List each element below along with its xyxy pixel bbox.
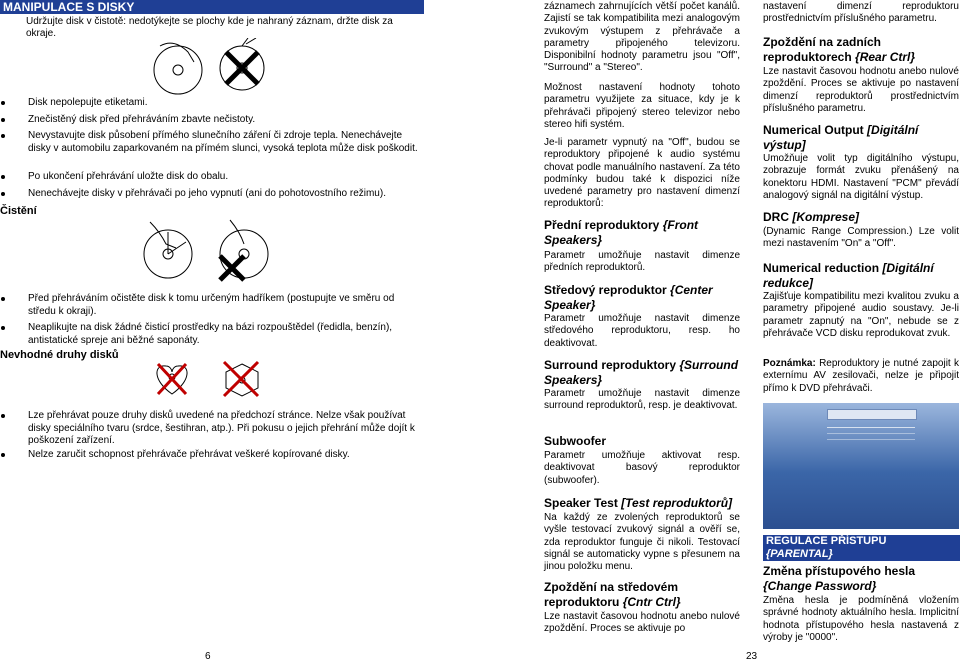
unsuitable-bullet-2: Nelze zaručit schopnost přehrávače přehrávat veškeré kopírované disky. bbox=[28, 449, 418, 462]
handling-bullet-2: Znečistěný disk před přehráváním zbavte nečistoty. bbox=[28, 114, 418, 127]
right-p0: nastavení dimenzí reproduktoru prostřednictvím příslušného parametru. bbox=[763, 1, 959, 25]
surround-speakers-text: Parametr umožňuje nastavit dimenze surround reproduktorů, resp. je deaktivovat. bbox=[544, 388, 740, 412]
disk-handling-illustration bbox=[150, 38, 280, 98]
subwoofer-heading: Subwoofer bbox=[544, 434, 606, 448]
drc-heading: DRC [Komprese] bbox=[763, 210, 860, 224]
rear-ctrl-heading: Zpoždění na zadních reproduktorech {Rear Ctrl} bbox=[763, 35, 916, 64]
center-speaker-heading: Středový reproduktor {Center Speaker} bbox=[544, 283, 713, 312]
rear-ctrl-text: Lze nastavit časovou hodnotu anebo nulové zpoždění. Proces se aktivuje po nastavení dimenzí reproduktorů prostřednictvím příslušného parametru. bbox=[763, 66, 959, 114]
numerical-output-heading: Numerical Output [Digitální výstup] bbox=[763, 123, 919, 152]
cleaning-title: Čistění bbox=[0, 205, 37, 217]
menu-divider bbox=[827, 439, 915, 440]
menu-divider bbox=[827, 427, 915, 428]
cleaning-bullet-2: Neaplikujte na disk žádné čisticí prostředky na bázi rozpouštědel (ředidla, benzín), antistatické spreje ani běžné saponáty. bbox=[28, 322, 418, 347]
subwoofer-text: Parametr umožňuje aktivovat resp. deaktivovat basový reproduktor (subwoofer). bbox=[544, 450, 740, 486]
page-number-right: 23 bbox=[746, 651, 758, 662]
menu-screenshot bbox=[763, 403, 959, 529]
numerical-reduction-text: Zajišťuje kompatibilitu mezi kvalitou zvuku a parametry připojené audio soustavy. Je-li parametr zapnutý na "On", nebude se z přehrávače VCD disku reprodukovat zvuk. bbox=[763, 291, 959, 339]
center-speaker-text: Parametr umožňuje nastavit dimenze středového reproduktoru, resp. ho deaktivovat. bbox=[544, 313, 740, 349]
change-password-heading: Změna přístupového hesla {Change Password} bbox=[763, 564, 916, 593]
disk-cleaning-illustration bbox=[140, 216, 290, 286]
section-header: MANIPULACE S DISKY bbox=[0, 0, 424, 14]
intro-text: Udržujte disk v čistotě: nedotýkejte se plochy kde je nahraný záznam, držte disk za okraje. bbox=[26, 16, 393, 40]
numerical-output-text: Umožňuje volit typ digitálního výstupu, zobrazuje formát zvuku přenášený na konektoru HDMI. Nastavení "PCM" převádí analogový signál na digitální výstup. bbox=[763, 153, 959, 201]
surround-speakers-heading: Surround reproduktory {Surround Speakers} bbox=[544, 358, 739, 387]
cntr-ctrl-text: Lze nastavit časovou hodnotu anebo nulové zpoždění. Proces se aktivuje po bbox=[544, 611, 740, 635]
handling-bullet-3: Nevystavujte disk působení přímého slunečního záření či zdroje tepla. Nenechávejte disky v automobilu zaparkovaném na přímém slunci, vysoká teplota může disk poškodit. bbox=[28, 130, 418, 154]
menu-bar bbox=[827, 409, 917, 420]
speaker-test-heading: Speaker Test [Test reproduktorů] bbox=[544, 496, 733, 510]
middle-p2: Možnost nastavení hodnoty tohoto parametru využijete za situace, kdy je k přehrávači připojený stereo televizor nebo stereo hifi systém. bbox=[544, 82, 740, 130]
handling-bullet-4: Po ukončení přehrávání uložte disk do obalu. bbox=[28, 171, 418, 184]
parental-header: REGULACE PŘÍSTUPU {PARENTAL} bbox=[763, 535, 960, 561]
handling-bullet-1: Disk nepolepujte etiketami. bbox=[28, 97, 418, 110]
menu-divider bbox=[827, 433, 915, 434]
numerical-reduction-heading: Numerical reduction [Digitální redukce] bbox=[763, 261, 934, 290]
drc-text: (Dynamic Range Compression.) Lze volit mezi nastavením "On" a "Off". bbox=[763, 226, 959, 250]
middle-p3: Je-li parametr vypnutý na "Off", budou se reproduktory připojené k audio systému chovat podle manuálního nastavení. Za této podmínky budou také k dispozici níže uvedené parametry pro nastavení dimenzí reproduktorů: bbox=[544, 137, 740, 210]
front-speakers-text: Parametr umožňuje nastavit dimenze předních reproduktorů. bbox=[544, 250, 740, 274]
speaker-test-text: Na každý ze zvolených reproduktorů se vyšle testovací zvukový signál a ověří se, zda reproduktor funguje či nikoli. Testovací signál se automaticky vypne s přesunem na jinou položku menu. bbox=[544, 512, 740, 573]
unsuitable-disks-illustration bbox=[150, 360, 280, 400]
note-text: Poznámka: Reproduktory je nutné zapojit k externímu AV zesilovači, nelze je připojit přímo k DVD přehrávači. bbox=[763, 358, 959, 394]
cleaning-bullet-1: Před přehráváním očistěte disk k tomu určeným hadříkem (postupujte ve směru od středu k okraji). bbox=[28, 293, 418, 318]
handling-bullet-5: Nenechávejte disky v přehrávači po jeho vypnutí (ani do pohotovostního režimu). bbox=[28, 188, 418, 201]
page-number-left: 6 bbox=[205, 651, 211, 662]
cntr-ctrl-heading: Zpoždění na středovém reproduktoru {Cntr Ctrl} bbox=[544, 580, 681, 609]
unsuitable-bullet-1: Lze přehrávat pouze druhy disků uvedené na předchozí stránce. Nelze však používat disky speciálního tvaru (srdce, šestihran, atp.). Při pokusu o jejich přehrání může dojít k poškození zařízení. bbox=[28, 410, 418, 448]
change-password-text: Změna hesla je podmíněná vložením správné hodnoty aktuálního hesla. Implicitní hodnota přístupového hesla nastavená z výroby je "0000". bbox=[763, 595, 959, 643]
unsuitable-title: Nevhodné druhy disků bbox=[0, 349, 119, 361]
middle-p1: záznamech zahrnujících větší počet kanálů. Zajistí se tak kompatibilita mezi analogovým zvukovým výstupem z přehrávače a parametry připojeného televizoru. Disponibilní hodnoty parametru jsou "Off", "Surround" a "Stereo". bbox=[544, 1, 740, 74]
front-speakers-heading: Přední reproduktory {Front Speakers} bbox=[544, 218, 699, 247]
